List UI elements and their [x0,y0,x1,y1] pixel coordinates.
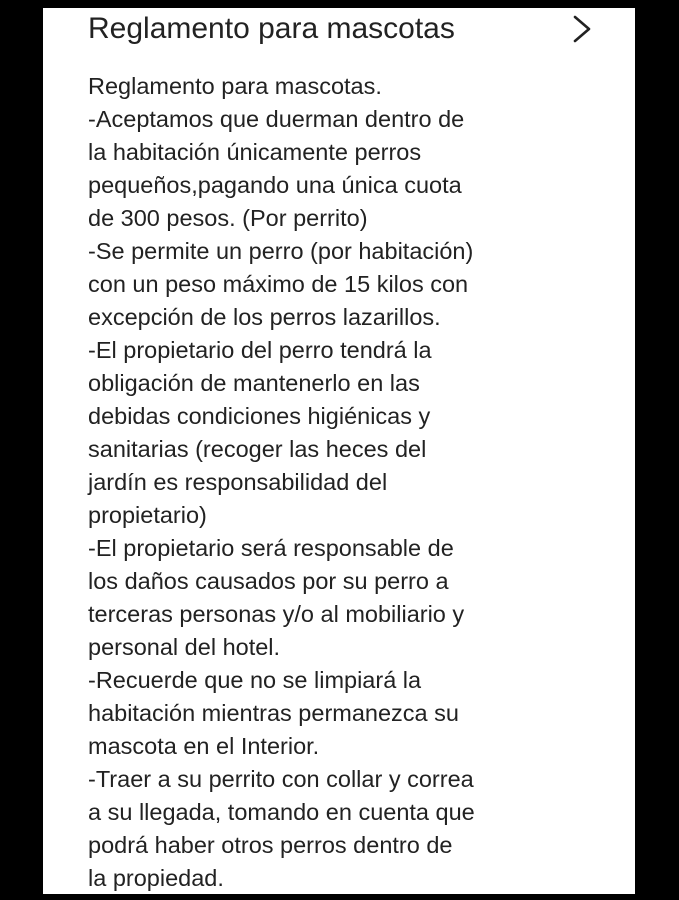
policy-line: la habitación únicamente perros [88,139,422,165]
policy-line: personal del hotel. [88,634,281,660]
pet-policy-panel [43,8,635,894]
policy-line: excepción de los perros lazarillos. [88,304,441,330]
policy-line: jardín es responsabilidad del [88,469,388,495]
policy-line: -Traer a su perrito con collar y correa [88,766,474,792]
policy-line: -El propietario será responsable de [88,535,454,561]
policy-line: con un peso máximo de 15 kilos con [88,271,469,297]
policy-line: -Se permite un perro (por habitación) [88,238,474,264]
policy-line: -Recuerde que no se limpiará la [88,667,422,693]
policy-line: mascota en el Interior. [88,733,320,759]
policy-line: podrá haber otros perros dentro de [88,832,453,858]
policy-line: -Aceptamos que duerman dentro de [88,106,465,132]
policy-line: de 300 pesos. (Por perrito) [88,205,368,231]
policy-text [88,70,628,894]
section-title: Reglamento para mascotas [88,12,455,45]
policy-line: los daños causados por su perro a [88,568,449,594]
policy-line: Reglamento para mascotas. [88,73,382,99]
policy-line: sanitarias (recoger las heces del [88,436,427,462]
policy-line: propietario) [88,502,207,528]
policy-line: obligación de mantenerlo en las [88,370,420,396]
policy-line: la propiedad. [88,865,224,891]
policy-line: -El propietario del perro tendrá la [88,337,432,363]
policy-line: pequeños,pagando una única cuota [88,172,462,198]
chevron-right-icon[interactable] [569,14,595,44]
policy-line: a su llegada, tomando en cuenta que [88,799,475,825]
policy-line: debidas condiciones higiénicas y [88,403,431,429]
policy-line: terceras personas y/o al mobiliario y [88,601,465,627]
section-header[interactable] [43,8,635,52]
policy-line: habitación mientras permanezca su [88,700,459,726]
